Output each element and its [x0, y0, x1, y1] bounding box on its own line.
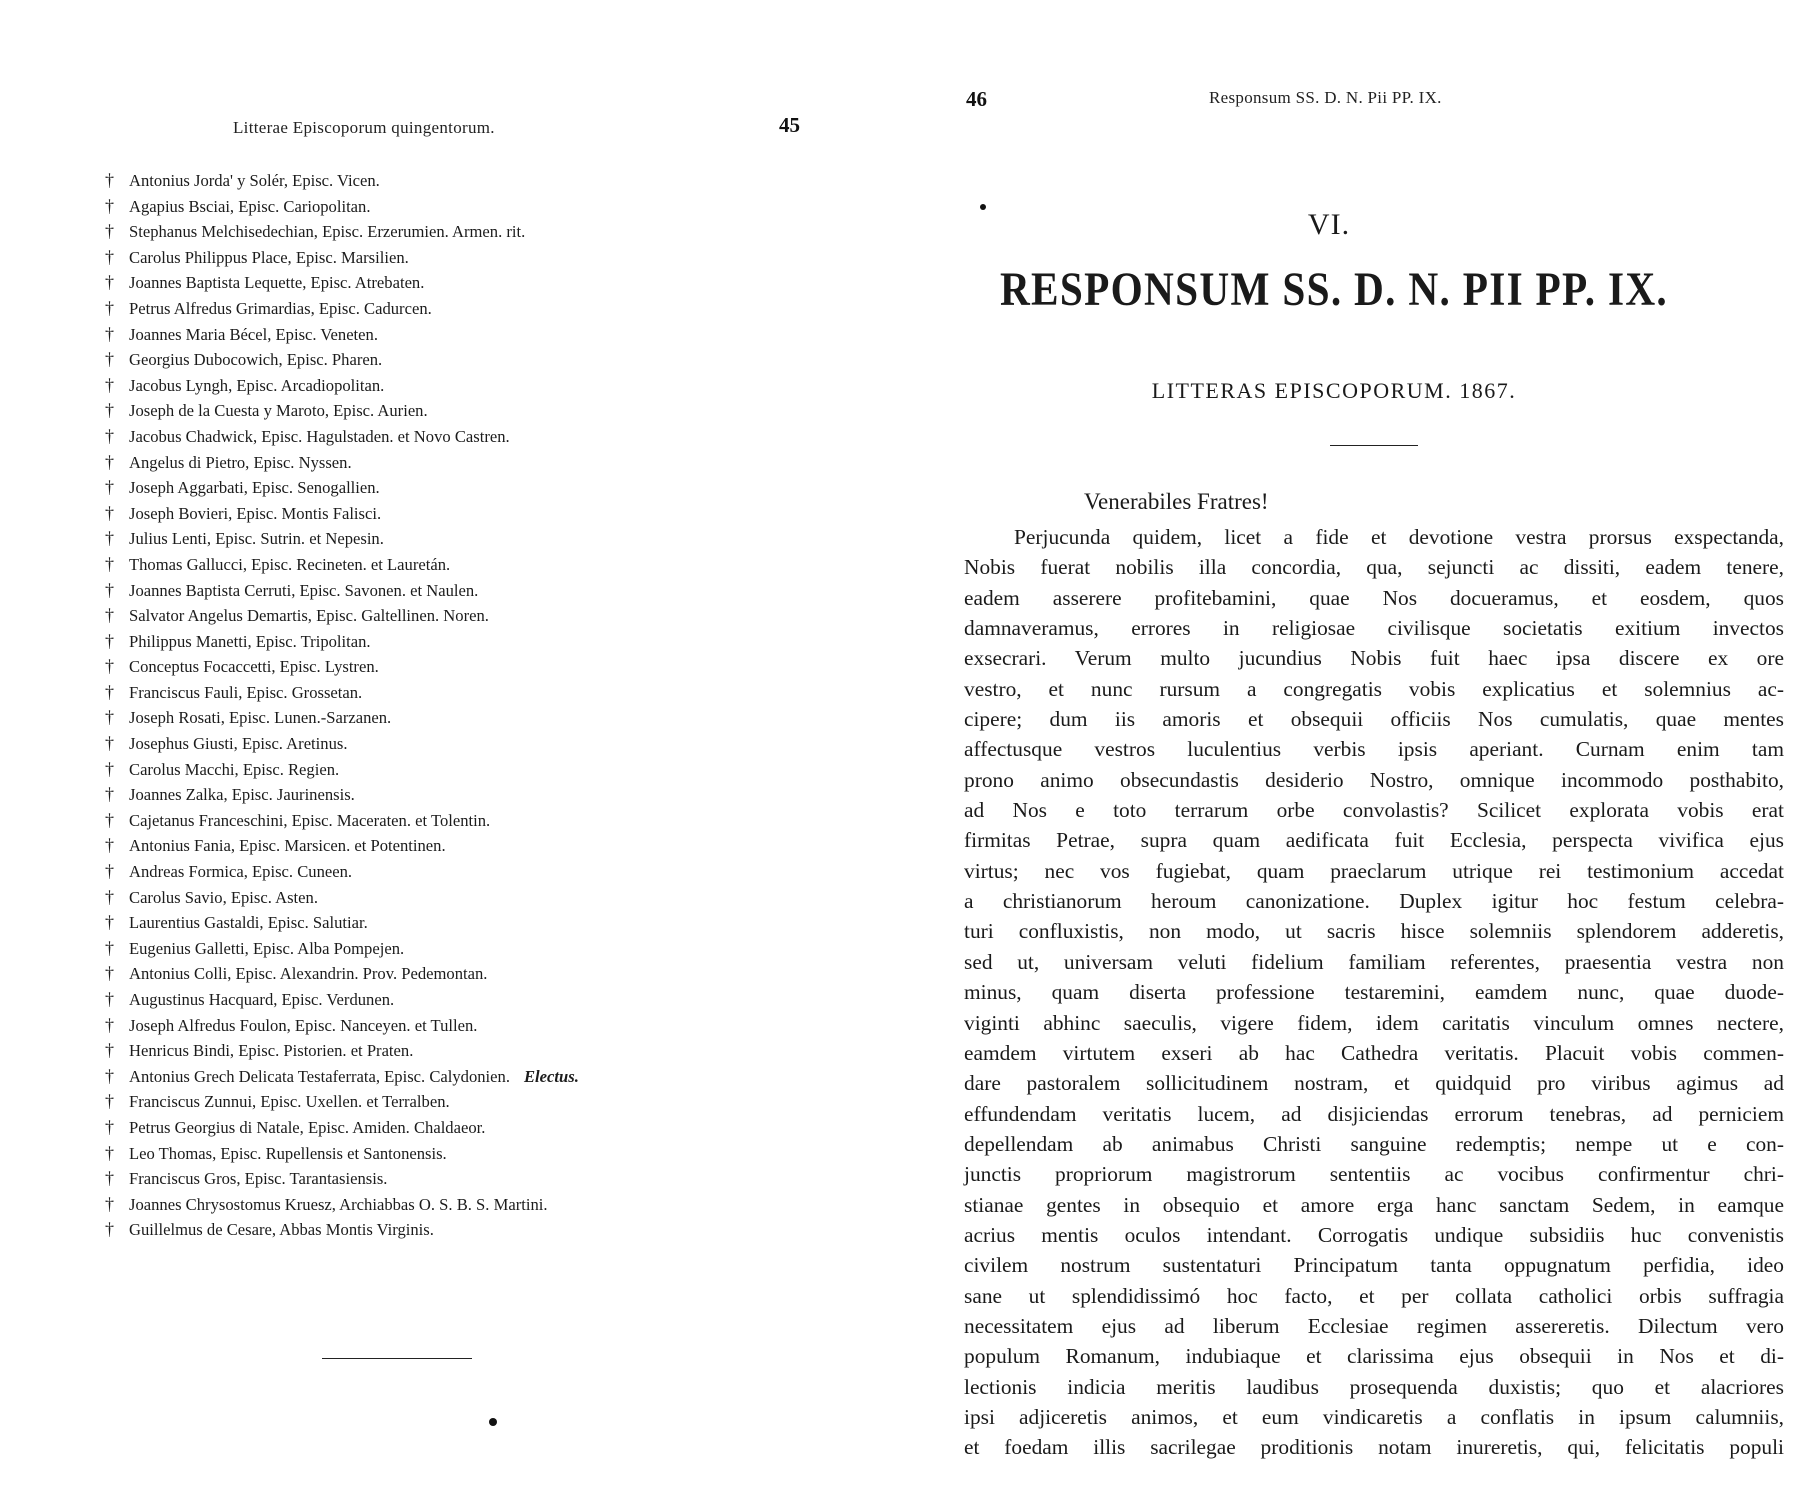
signatory-name: Cajetanus Franceschini, Episc. Maceraten. et Tolentin. [129, 810, 491, 830]
right-running-head: Responsum SS. D. N. Pii PP. IX. [1209, 88, 1442, 107]
signatory-name: Carolus Macchi, Episc. Regien. [129, 759, 340, 779]
signatory-name: Joannes Baptista Lequette, Episc. Atrebaten. [129, 273, 425, 293]
body-line: dare pastoralem sollicitudinem nostram, et quidquid pro viribus agimus ad [964, 1071, 1784, 1096]
dagger-mark: † [105, 425, 114, 446]
body-line: populum Romanum, indubiaque et clarissima ejus obsequii in Nos et di- [964, 1344, 1784, 1369]
dagger-mark: † [105, 400, 114, 421]
ink-mark [489, 1418, 497, 1426]
signatory-name: Franciscus Zunnui, Episc. Uxellen. et Terralben. [129, 1092, 450, 1112]
body-line: eadem asserere profitebamini, quae Nos docueramus, et eosdem, quos [964, 585, 1784, 610]
signatory-item [105, 501, 825, 527]
dagger-mark: † [105, 1040, 114, 1061]
signatory-name: Andreas Formica, Episc. Cuneen. [129, 862, 353, 882]
signatory-item [105, 782, 825, 808]
dagger-mark: † [105, 835, 114, 856]
signatory-name: Guillelmus de Cesare, Abbas Montis Virginis. [129, 1220, 434, 1240]
dagger-mark: † [105, 221, 114, 242]
dagger-mark: † [105, 1219, 114, 1240]
dagger-mark: † [105, 758, 114, 779]
signatory-name: Jacobus Chadwick, Episc. Hagulstaden. et Novo Castren. [129, 426, 510, 446]
signatory-item [105, 859, 825, 885]
signatory-item [105, 987, 825, 1013]
body-line: stianae gentes in obsequio et amore erga hanc sanctam Sedem, in eamque [964, 1192, 1784, 1217]
signatory-item [105, 961, 825, 987]
title-rule [1330, 445, 1418, 446]
body-line: sane ut splendidissimó hoc facto, et per collata catholici orbis suffragia [964, 1283, 1784, 1308]
signatory-name: Laurentius Gastaldi, Episc. Salutiar. [129, 913, 368, 933]
signatory-item [105, 1141, 825, 1167]
body-line: eamdem virtutem exseri ab hac Cathedra veritatis. Placuit vobis commen- [964, 1040, 1784, 1065]
signatory-name: Joannes Baptista Cerruti, Episc. Savonen. et Naulen. [129, 580, 479, 600]
signatory-item [105, 910, 825, 936]
body-line: effundendam veritatis lucem, ad disjiciendas errorum tenebras, ad perniciem [964, 1101, 1784, 1126]
dagger-mark: † [105, 937, 114, 958]
dagger-mark: † [105, 1116, 114, 1137]
body-line: lectionis indicia meritis laudibus prosequenda duxistis; quo et alacriores [964, 1374, 1784, 1399]
body-line: necessitatem ejus ad liberum Ecclesiae regimen assereretis. Dilectum vero [964, 1313, 1784, 1338]
signatory-name: Joseph Aggarbati, Episc. Senogallien. [129, 478, 380, 498]
closing-rule [322, 1358, 472, 1359]
signatory-item [105, 757, 825, 783]
signatory-name: Henricus Bindi, Episc. Pistorien. et Praten. [129, 1041, 414, 1061]
signatory-name: Leo Thomas, Episc. Rupellensis et Santonensis. [129, 1143, 447, 1163]
salutation: Venerabiles Fratres! [1084, 489, 1269, 514]
signatory-item [105, 398, 825, 424]
electus-note: Electus. [523, 1066, 579, 1086]
signatory-item [105, 270, 825, 296]
body-line: et foedam illis sacrilegae proditionis notam inureretis, qui, felicitatis populi [964, 1435, 1784, 1460]
section-number: VI. [1307, 208, 1351, 241]
dagger-mark: † [105, 1091, 114, 1112]
body-line: ipsi adjiceretis animos, et eum vindicaretis a conflatis in ipsum calumniis, [964, 1404, 1784, 1429]
dagger-mark: † [105, 784, 114, 805]
signatory-name: Josephus Giusti, Episc. Aretinus. [129, 734, 348, 754]
signatory-name: Carolus Philippus Place, Episc. Marsilien. [129, 247, 409, 267]
signatory-item [105, 705, 825, 731]
signatory-name: Joannes Maria Bécel, Episc. Veneten. [129, 324, 378, 344]
signatory-item [105, 526, 825, 552]
body-line: Nobis fuerat nobilis illa concordia, qua, sejuncti ac dissiti, eadem tenere, [964, 555, 1784, 580]
dagger-mark: † [105, 502, 114, 523]
body-line: junctis propriorum magistrorum sententiis ac vocibus confirmentur chri- [964, 1162, 1784, 1187]
signatory-item [105, 219, 825, 245]
dagger-mark: † [105, 912, 114, 933]
body-line: damnaveramus, errores in religiosae civilisque societatis exitium invectos [964, 616, 1784, 641]
signatory-name: Conceptus Focaccetti, Episc. Lystren. [129, 657, 379, 677]
signatory-item [105, 680, 825, 706]
signatory-item [105, 833, 825, 859]
body-line: ad Nos e toto terrarum orbe convolastis? Scilicet explorata vobis erat [964, 798, 1784, 823]
signatory-name: Salvator Angelus Demartis, Episc. Galtellinen. Noren. [129, 606, 489, 626]
left-page-number: 45 [779, 113, 800, 137]
signatory-item [105, 322, 825, 348]
signatory-name: Antonius Jorda' y Solér, Episc. Vicen. [129, 171, 380, 190]
body-line: acrius mentis oculos intendant. Corrogatis undique subsidiis huc convenistis [964, 1222, 1784, 1247]
signatory-item [105, 629, 825, 655]
right-page [904, 0, 1808, 1500]
dagger-mark: † [105, 681, 114, 702]
dagger-mark: † [105, 1193, 114, 1214]
signatory-item [105, 194, 825, 220]
dagger-mark: † [105, 1065, 114, 1086]
dagger-mark: † [105, 1168, 114, 1189]
signatory-item [105, 1115, 825, 1141]
signatory-item [105, 1192, 825, 1218]
signatory-list [105, 168, 825, 1243]
left-running-head: Litterae Episcoporum quingentorum. [233, 118, 495, 137]
body-line: cipere; dum iis amoris et obsequii officiis Nos cumulatis, quae mentes [964, 707, 1784, 732]
dagger-mark: † [105, 989, 114, 1009]
signatory-item [105, 1089, 825, 1115]
signatory-item [105, 450, 825, 476]
document-title: RESPONSUM SS. D. N. PII PP. IX. [999, 263, 1669, 316]
signatory-item [105, 424, 825, 450]
dagger-mark: † [105, 246, 114, 267]
dagger-mark: † [105, 1142, 114, 1163]
body-text [964, 522, 1784, 1463]
dagger-mark: † [105, 374, 114, 395]
signatory-name: Augustinus Hacquard, Episc. Verdunen. [129, 990, 395, 1009]
body-line: a christianorum heroum canonizatione. Duplex igitur hoc festum celebra- [964, 889, 1784, 914]
dagger-mark: † [105, 809, 114, 830]
signatory-item [105, 1064, 825, 1090]
signatory-name: Thomas Gallucci, Episc. Recineten. et Lauretán. [129, 554, 451, 574]
dagger-mark: † [105, 707, 114, 728]
body-line: Perjucunda quidem, licet a fide et devotione vestra prorsus exspectanda, [1014, 525, 1784, 549]
signatory-item [105, 373, 825, 399]
document-subtitle: LITTERAS EPISCOPORUM. 1867. [1151, 378, 1517, 403]
dagger-mark: † [105, 656, 114, 677]
dagger-mark: † [105, 195, 114, 216]
signatory-name: Eugenius Galletti, Episc. Alba Pompejen. [129, 938, 405, 958]
signatory-item [105, 654, 825, 680]
dagger-mark: † [105, 451, 114, 472]
signatory-name: Petrus Georgius di Natale, Episc. Amiden. Chaldaeor. [129, 1117, 486, 1137]
signatory-name: Georgius Dubocowich, Episc. Pharen. [129, 350, 383, 370]
body-line: depellendam ab animabus Christi sanguine redemptis; nempe ut e con- [964, 1131, 1784, 1156]
right-page-number: 46 [966, 87, 987, 111]
signatory-item [105, 603, 825, 629]
signatory-name: Joseph Bovieri, Episc. Montis Falisci. [129, 503, 382, 523]
signatory-item [105, 245, 825, 271]
signatory-name: Joannes Zalka, Episc. Jaurinensis. [129, 785, 355, 805]
dagger-mark: † [105, 963, 114, 984]
dagger-mark: † [105, 605, 114, 626]
signatory-item [105, 578, 825, 604]
body-line: virtus; nec vos fugiebat, quam praeclarum utrique rei testimonium accedat [964, 858, 1784, 883]
signatory-name: Antonius Grech Delicata Testaferrata, Episc. Calydonien. [129, 1066, 510, 1086]
signatory-name: Stephanus Melchisedechian, Episc. Erzerumien. Armen. rit. [129, 222, 526, 242]
body-line: minus, quam diserta professione testaremini, eamdem nunc, quae duode- [964, 980, 1784, 1005]
body-line: sed ut, universam veluti fidelium familiam referentes, praesentia vestra non [964, 949, 1784, 974]
signatory-item [105, 808, 825, 834]
dagger-mark: † [105, 272, 114, 293]
dagger-mark: † [105, 528, 114, 549]
signatory-item [105, 552, 825, 578]
signatory-item [105, 731, 825, 757]
dagger-mark: † [105, 349, 114, 370]
body-line: civilem nostrum sustentaturi Principatum tanta oppugnatum perfidia, ideo [964, 1253, 1784, 1278]
body-line: exsecrari. Verum multo jucundius Nobis fuit haec ipsa discere ex ore [964, 646, 1784, 671]
dagger-mark: † [105, 170, 114, 190]
body-line: affectusque vestros luculentius verbis ipsis aperiant. Curnam enim tam [964, 737, 1784, 762]
signatory-name: Joannes Chrysostomus Kruesz, Archiabbas O. S. B. S. Martini. [129, 1194, 548, 1214]
signatory-name: Carolus Savio, Episc. Asten. [129, 887, 318, 907]
dagger-mark: † [105, 630, 114, 651]
body-line: turi confluxistis, non modo, ut sacris hisce solemniis splendorem adderetis, [964, 919, 1784, 944]
dagger-mark: † [105, 297, 114, 318]
dagger-mark: † [105, 733, 114, 754]
signatory-item [105, 1166, 825, 1192]
signatory-item [105, 1038, 825, 1064]
signatory-name: Jacobus Lyngh, Episc. Arcadiopolitan. [129, 375, 385, 395]
dagger-mark: † [105, 1014, 114, 1035]
signatory-name: Franciscus Fauli, Episc. Grossetan. [129, 682, 363, 702]
dagger-mark: † [105, 579, 114, 600]
dagger-mark: † [105, 886, 114, 907]
signatory-name: Julius Lenti, Episc. Sutrin. et Nepesin. [129, 529, 384, 549]
signatory-name: Petrus Alfredus Grimardias, Episc. Cadurcen. [129, 298, 432, 318]
signatory-name: Joseph Alfredus Foulon, Episc. Nanceyen. et Tullen. [129, 1015, 478, 1035]
dagger-mark: † [105, 477, 114, 498]
body-line: firmitas Petrae, supra quam aedificata fuit Ecclesia, perspecta vivifica ejus [964, 828, 1784, 853]
signatory-name: Antonius Fania, Episc. Marsicen. et Potentinen. [129, 836, 446, 856]
signatory-item [105, 885, 825, 911]
body-line: prono animo obsecundastis desiderio Nostro, omnique incommodo posthabito, [964, 767, 1784, 792]
body-line: viginti abhinc saeculis, vigere fidem, idem caritatis vinculum omnes nectere, [964, 1010, 1784, 1035]
signatory-item [105, 1013, 825, 1039]
signatory-item [105, 936, 825, 962]
signatory-item [105, 475, 825, 501]
dagger-mark: † [105, 553, 114, 574]
signatory-name: Joseph Rosati, Episc. Lunen.-Sarzanen. [129, 708, 392, 728]
signatory-name: Joseph de la Cuesta y Maroto, Episc. Aurien. [129, 401, 428, 421]
signatory-item [105, 1217, 825, 1243]
signatory-name: Philippus Manetti, Episc. Tripolitan. [129, 631, 371, 651]
dagger-mark: † [105, 323, 114, 344]
signatory-item [105, 347, 825, 373]
signatory-name: Antonius Colli, Episc. Alexandrin. Prov. Pedemontan. [129, 964, 488, 984]
signatory-item [105, 296, 825, 322]
signatory-name: Agapius Bsciai, Episc. Cariopolitan. [129, 196, 371, 216]
signatory-name: Franciscus Gros, Episc. Tarantasiensis. [129, 1169, 388, 1189]
signatory-item [105, 168, 825, 194]
signatory-name: Angelus di Pietro, Episc. Nyssen. [129, 452, 352, 472]
dagger-mark: † [105, 861, 114, 882]
body-line: vestro, et nunc rursum a congregatis vobis explicatius et solemnius ac- [964, 676, 1784, 701]
